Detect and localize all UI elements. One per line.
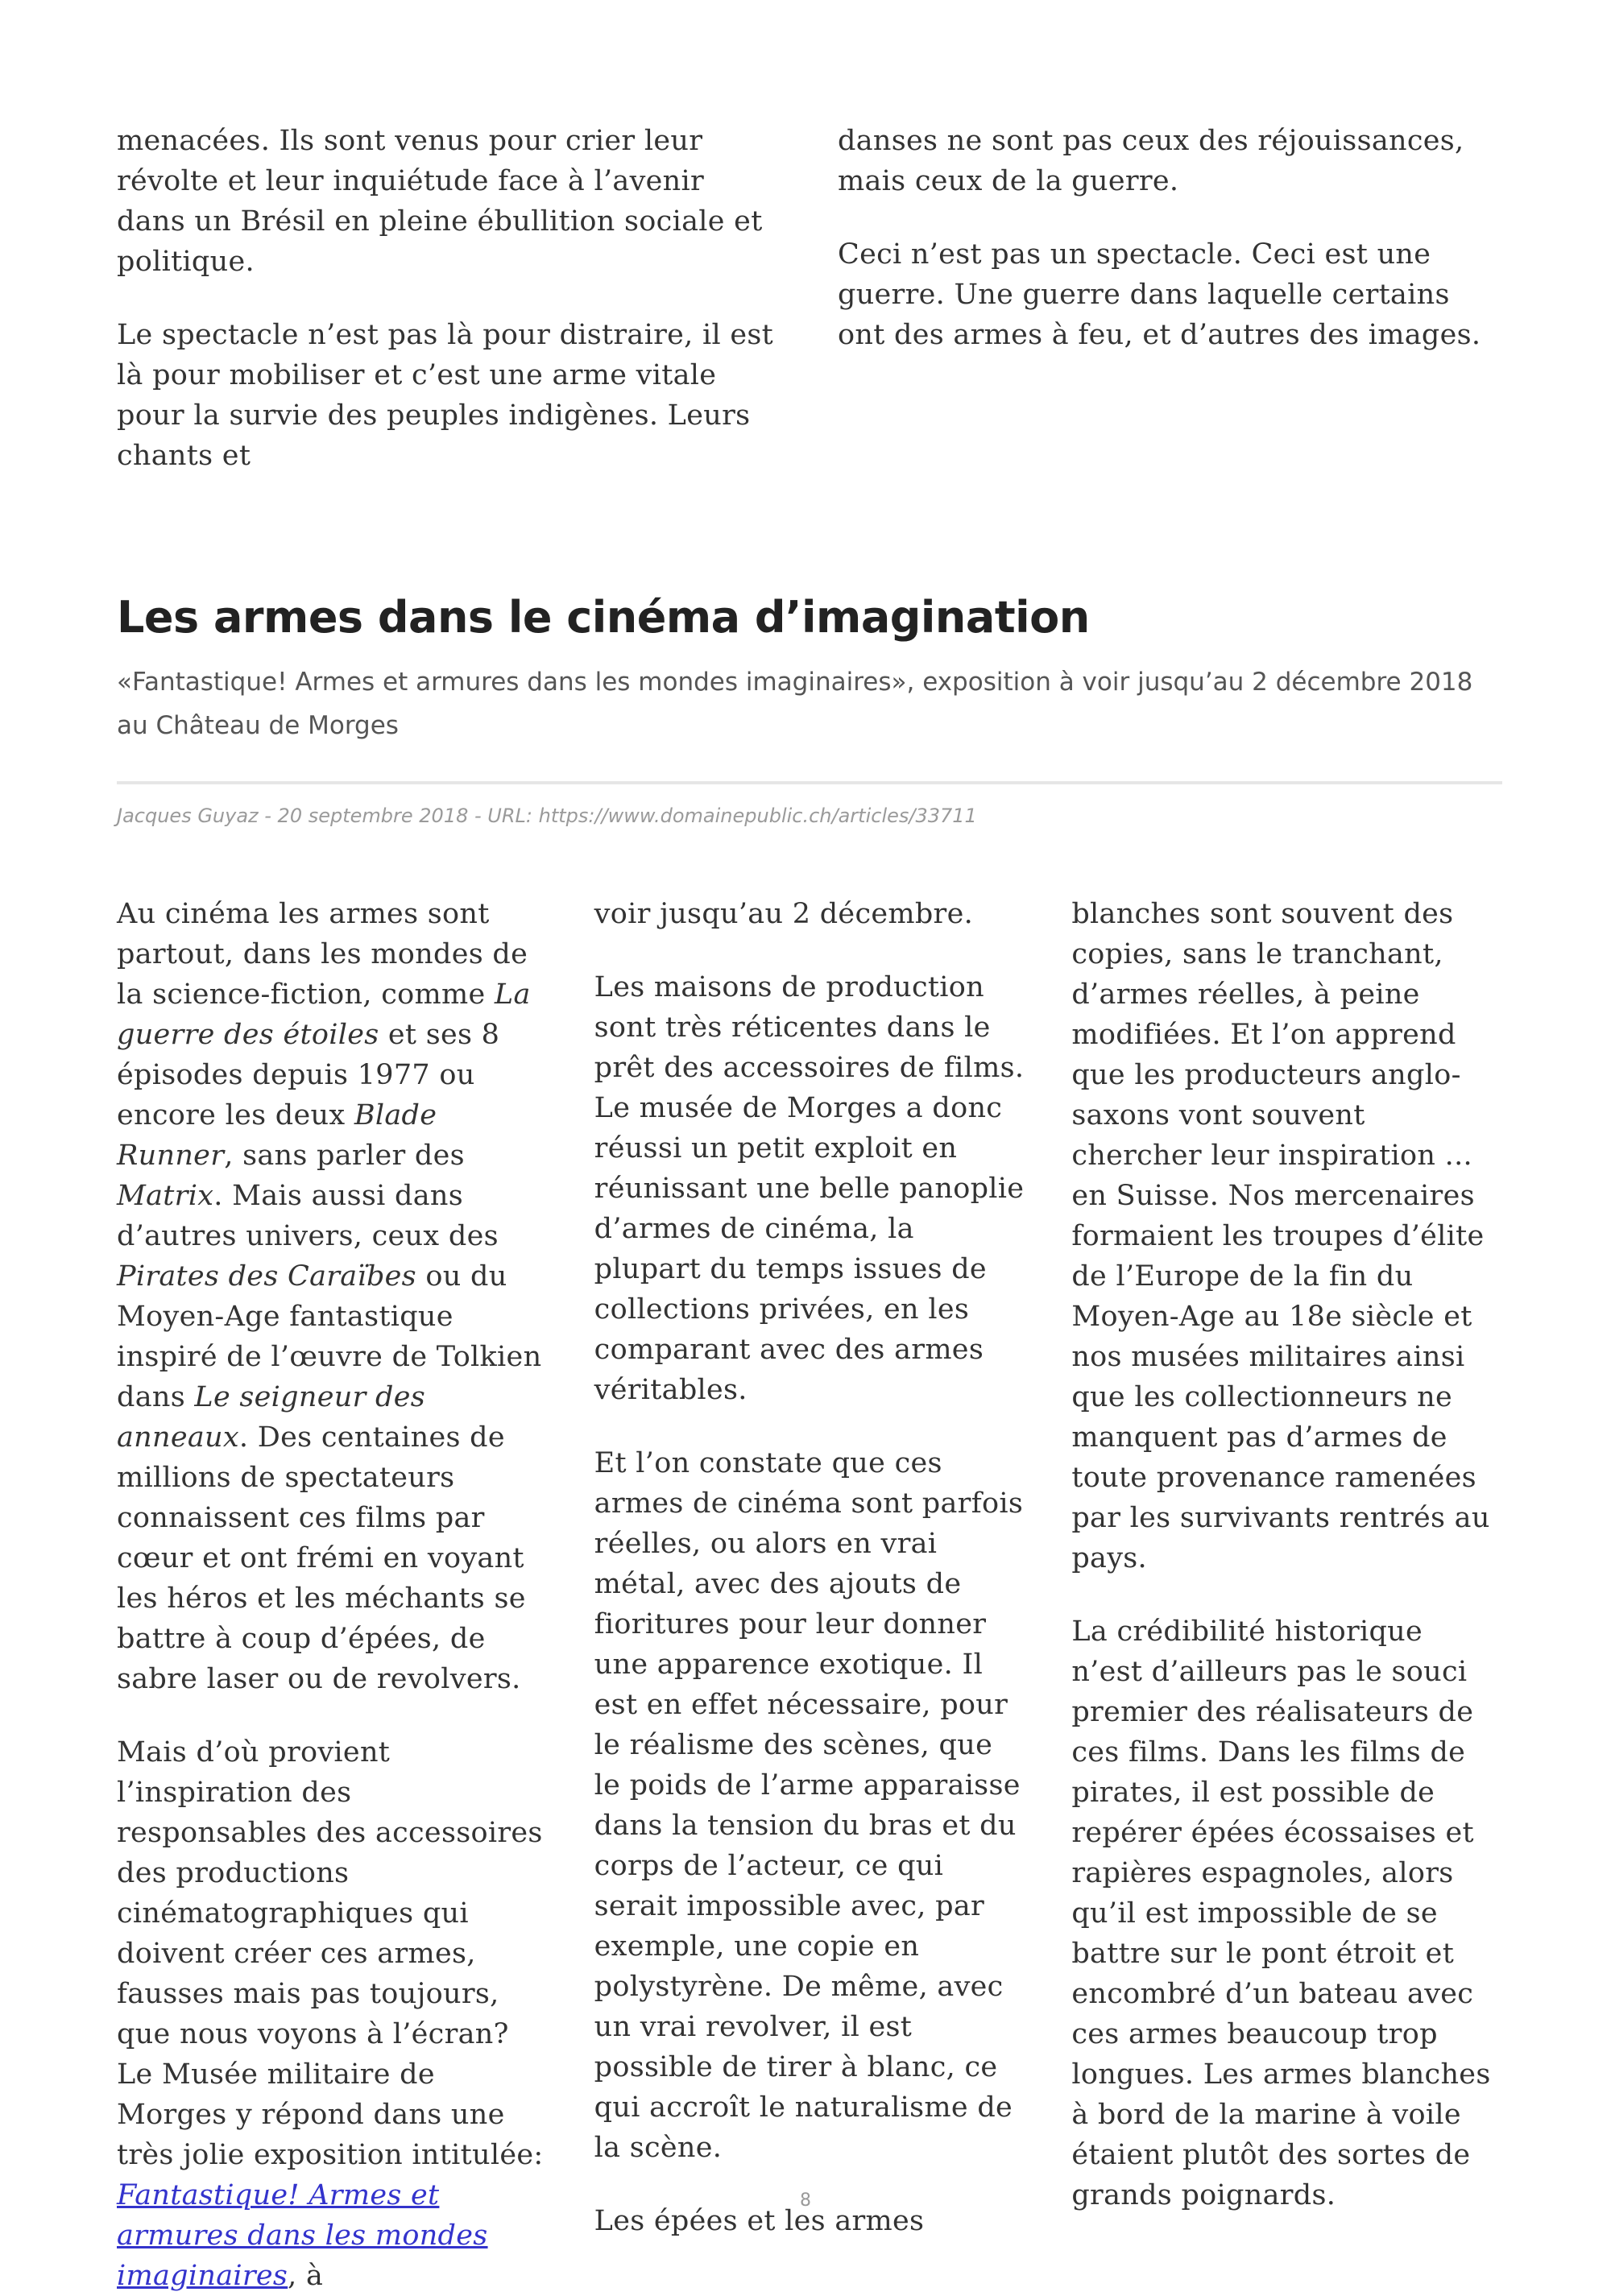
film-title: Le seigneur des anneaux — [117, 1381, 425, 1454]
text-run: . Des centaines de millions de spectateurs connaissent ces films par cœur et ont frémi en voyant les héros et les méchants se battre à coup d’épées, de sabre laser ou de revolvers. — [117, 1421, 526, 1695]
paragraph: Les maisons de production sont très réticentes dans le prêt des accessoires de films. Le musée de Morges a donc réussi un petit exploit en réunissant une belle panoplie d’armes de cinéma, la plupart du temps issues de collections privées, en les comparant avec des armes véritables. — [594, 971, 1025, 1406]
paragraph — [117, 1732, 548, 2296]
article-title: Les armes dans le cinéma d’imagination — [117, 592, 1090, 643]
article-subtitle: «Fantastique! Armes et armures dans les mondes imaginaires», exposition à voir jusqu’au 2 décembre 2018 au Château de Morges — [117, 668, 1473, 740]
article-column-2 — [594, 894, 1025, 2296]
text-run: Au cinéma les armes sont partout, dans les mondes de la science-fiction, comme — [117, 898, 528, 1011]
paragraph: Et l’on constate que ces armes de cinéma sont parfois réelles, ou alors en vrai métal, avec des ajouts de fioritures pour leur donner une apparence exotique. Il est en effet nécessaire, pour le réalisme des scènes, que le poids de l’arme apparaisse dans la tension du bras et du corps de l’acteur, ce qui serait impossible avec, par exemple, une copie en polystyrène. De même, avec un vrai revolver, il est possible de tirer à blanc, ce qui accroît le naturalisme de la scène. — [594, 1447, 1024, 2164]
page-number: 8 — [800, 2191, 811, 2211]
paragraph: voir jusqu’au 2 décembre. — [594, 898, 974, 930]
paragraph — [117, 894, 548, 1699]
article-column-3 — [1071, 894, 1502, 2296]
text-run: ou du Moyen-Age fantastique inspiré de l’œuvre de Tolkien dans — [117, 1260, 542, 1413]
title-divider — [117, 781, 1502, 784]
text-run: et ses 8 épisodes depuis 1977 ou encore les deux — [117, 1019, 500, 1131]
article-body — [117, 894, 1502, 2296]
film-title: Pirates des Caraïbes — [117, 1260, 416, 1293]
text-run: . Mais aussi dans d’autres univers, ceux des — [117, 1180, 499, 1252]
exhibition-link[interactable]: Fantastique! Armes et armures dans les mondes imaginaires — [117, 2179, 488, 2292]
film-title: Matrix — [117, 1180, 214, 1212]
continuation-column-2 — [838, 121, 1502, 476]
text-run: , sans parler des — [224, 1140, 465, 1172]
paragraph: Les épées et les armes — [594, 2205, 925, 2237]
paragraph: danses ne sont pas ceux des réjouissances, mais ceux de la guerre. — [838, 125, 1464, 197]
paragraph: Ceci n’est pas un spectacle. Ceci est une guerre. Une guerre dans laquelle certains ont des armes à feu, et d’autres des images. — [838, 238, 1481, 351]
film-title: Blade Runner — [117, 1099, 437, 1172]
paragraph: La crédibilité historique n’est d’ailleurs pas le souci premier des réalisateurs de ces films. Dans les films de pirates, il est possible de repérer épées écossaises et rapières espagnoles, alors qu’il est impossible de se battre sur le pont étroit et encombré d’un bateau avec ces armes beaucoup trop longues. Les armes blanches à bord de la marine à voile étaient plutôt des sortes de grands poignards. — [1071, 1615, 1491, 2211]
article-column-1 — [117, 894, 548, 2296]
film-title: La guerre des étoiles — [117, 978, 531, 1051]
paragraph: Le spectacle n’est pas là pour distraire, il est là pour mobiliser et c’est une arme vitale pour la survie des peuples indigènes. Leurs chants et — [117, 319, 774, 472]
text-run: Mais d’où provient l’inspiration des responsables des accessoires des productions cinématographiques qui doivent créer ces armes, fausses mais pas toujours, que nous voyons à l’écran? Le Musée militaire de Morges y répond dans une très jolie exposition intitulée: — [117, 1736, 544, 2171]
paragraph: menacées. Ils sont venus pour crier leur révolte et leur inquiétude face à l’avenir dans un Brésil en pleine ébullition sociale et politique. — [117, 125, 763, 278]
continuation-column-1 — [117, 121, 781, 476]
article-byline: Jacques Guyaz - 20 septembre 2018 - URL: https://www.domainepublic.ch/articles/33711 — [117, 805, 977, 827]
text-run: , à — [288, 2260, 324, 2292]
previous-article-continuation — [117, 121, 1502, 476]
paragraph: blanches sont souvent des copies, sans le tranchant, d’armes réelles, à peine modifiées. Et l’on apprend que les producteurs anglo-saxons vont souvent chercher leur inspiration ... en Suisse. Nos mercenaires formaient les troupes d’élite de l’Europe de la fin du Moyen-Age au 18e siècle et nos musées militaires ainsi que les collectionneurs ne manquent pas d’armes de toute provenance ramenées par les survivants rentrés au pays. — [1071, 898, 1490, 1574]
